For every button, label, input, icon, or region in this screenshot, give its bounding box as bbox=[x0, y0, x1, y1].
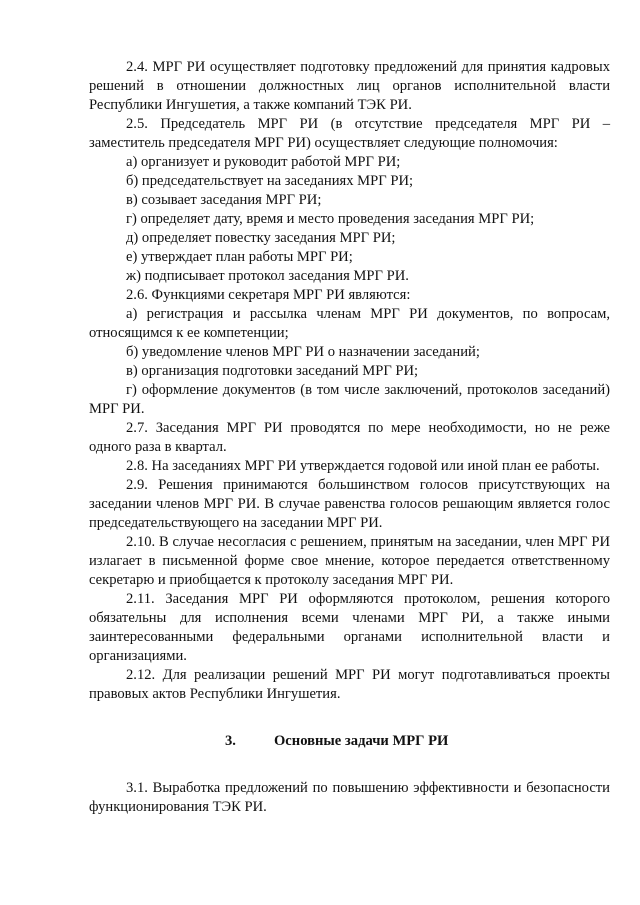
list-item: б) уведомление членов МРГ РИ о назначении заседаний; bbox=[126, 344, 480, 360]
list-item: а) организует и руководит работой МРГ РИ; bbox=[126, 154, 401, 170]
list-item: е) утверждает план работы МРГ РИ; bbox=[126, 249, 353, 265]
paragraph: 2.11. Заседания МРГ РИ оформляются протоколом, решения которого обязательны для исполнения всеми членами МРГ РИ, а также иными заинтересованными федеральными органами исполнительной власти и организациями. bbox=[89, 591, 610, 664]
paragraph: г) оформление документов (в том числе заключений, протоколов заседаний) МРГ РИ. bbox=[89, 382, 610, 417]
section-3-body bbox=[89, 779, 610, 817]
paragraph: 2.9. Решения принимаются большинством голосов присутствующих на заседании членов МРГ РИ. В случае равенства голосов решающим является голос председательствующего на заседании МРГ РИ. bbox=[89, 477, 610, 531]
paragraph: 2.5. Председатель МРГ РИ (в отсутствие председателя МРГ РИ – заместитель председателя МРГ РИ) осуществляет следующие полномочия: bbox=[89, 116, 610, 151]
list-item: в) созывает заседания МРГ РИ; bbox=[126, 192, 322, 208]
list-item: 2.6. Функциями секретаря МРГ РИ являются: bbox=[126, 287, 411, 303]
paragraph: 2.12. Для реализации решений МРГ РИ могут подготавливаться проекты правовых актов Республики Ингушетия. bbox=[89, 667, 610, 702]
list-item: б) председательствует на заседаниях МРГ РИ; bbox=[126, 173, 414, 189]
section-heading bbox=[89, 732, 610, 751]
list-item: г) определяет дату, время и место проведения заседания МРГ РИ; bbox=[126, 211, 535, 227]
list-item: в) организация подготовки заседаний МРГ РИ; bbox=[126, 363, 419, 379]
paragraph: 2.10. В случае несогласия с решением, принятым на заседании, член МРГ РИ излагает в письменной форме свое мнение, которое передается ответственному секретарю и приобщается к протоколу заседания МРГ РИ. bbox=[89, 534, 610, 588]
section-number: 3. bbox=[225, 733, 236, 749]
paragraph: 3.1. Выработка предложений по повышению эффективности и безопасности функционирования ТЭК РИ. bbox=[89, 780, 610, 815]
list-item: ж) подписывает протокол заседания МРГ РИ. bbox=[126, 268, 409, 284]
section-2-body bbox=[89, 58, 610, 704]
paragraph: 2.4. МРГ РИ осуществляет подготовку предложений для принятия кадровых решений в отношении должностных лиц органов исполнительной власти Республики Ингушетия, а также компаний ТЭК РИ. bbox=[89, 59, 610, 113]
section-title: Основные задачи МРГ РИ bbox=[273, 733, 449, 749]
paragraph: 2.8. На заседаниях МРГ РИ утверждается годовой или иной план ее работы. bbox=[126, 458, 600, 474]
paragraph: а) регистрация и рассылка членам МРГ РИ документов, по вопросам, относящимся к ее компетенции; bbox=[89, 306, 610, 341]
paragraph: 2.7. Заседания МРГ РИ проводятся по мере необходимости, но не реже одного раза в квартал. bbox=[89, 420, 610, 455]
list-item: д) определяет повестку заседания МРГ РИ; bbox=[126, 230, 396, 246]
